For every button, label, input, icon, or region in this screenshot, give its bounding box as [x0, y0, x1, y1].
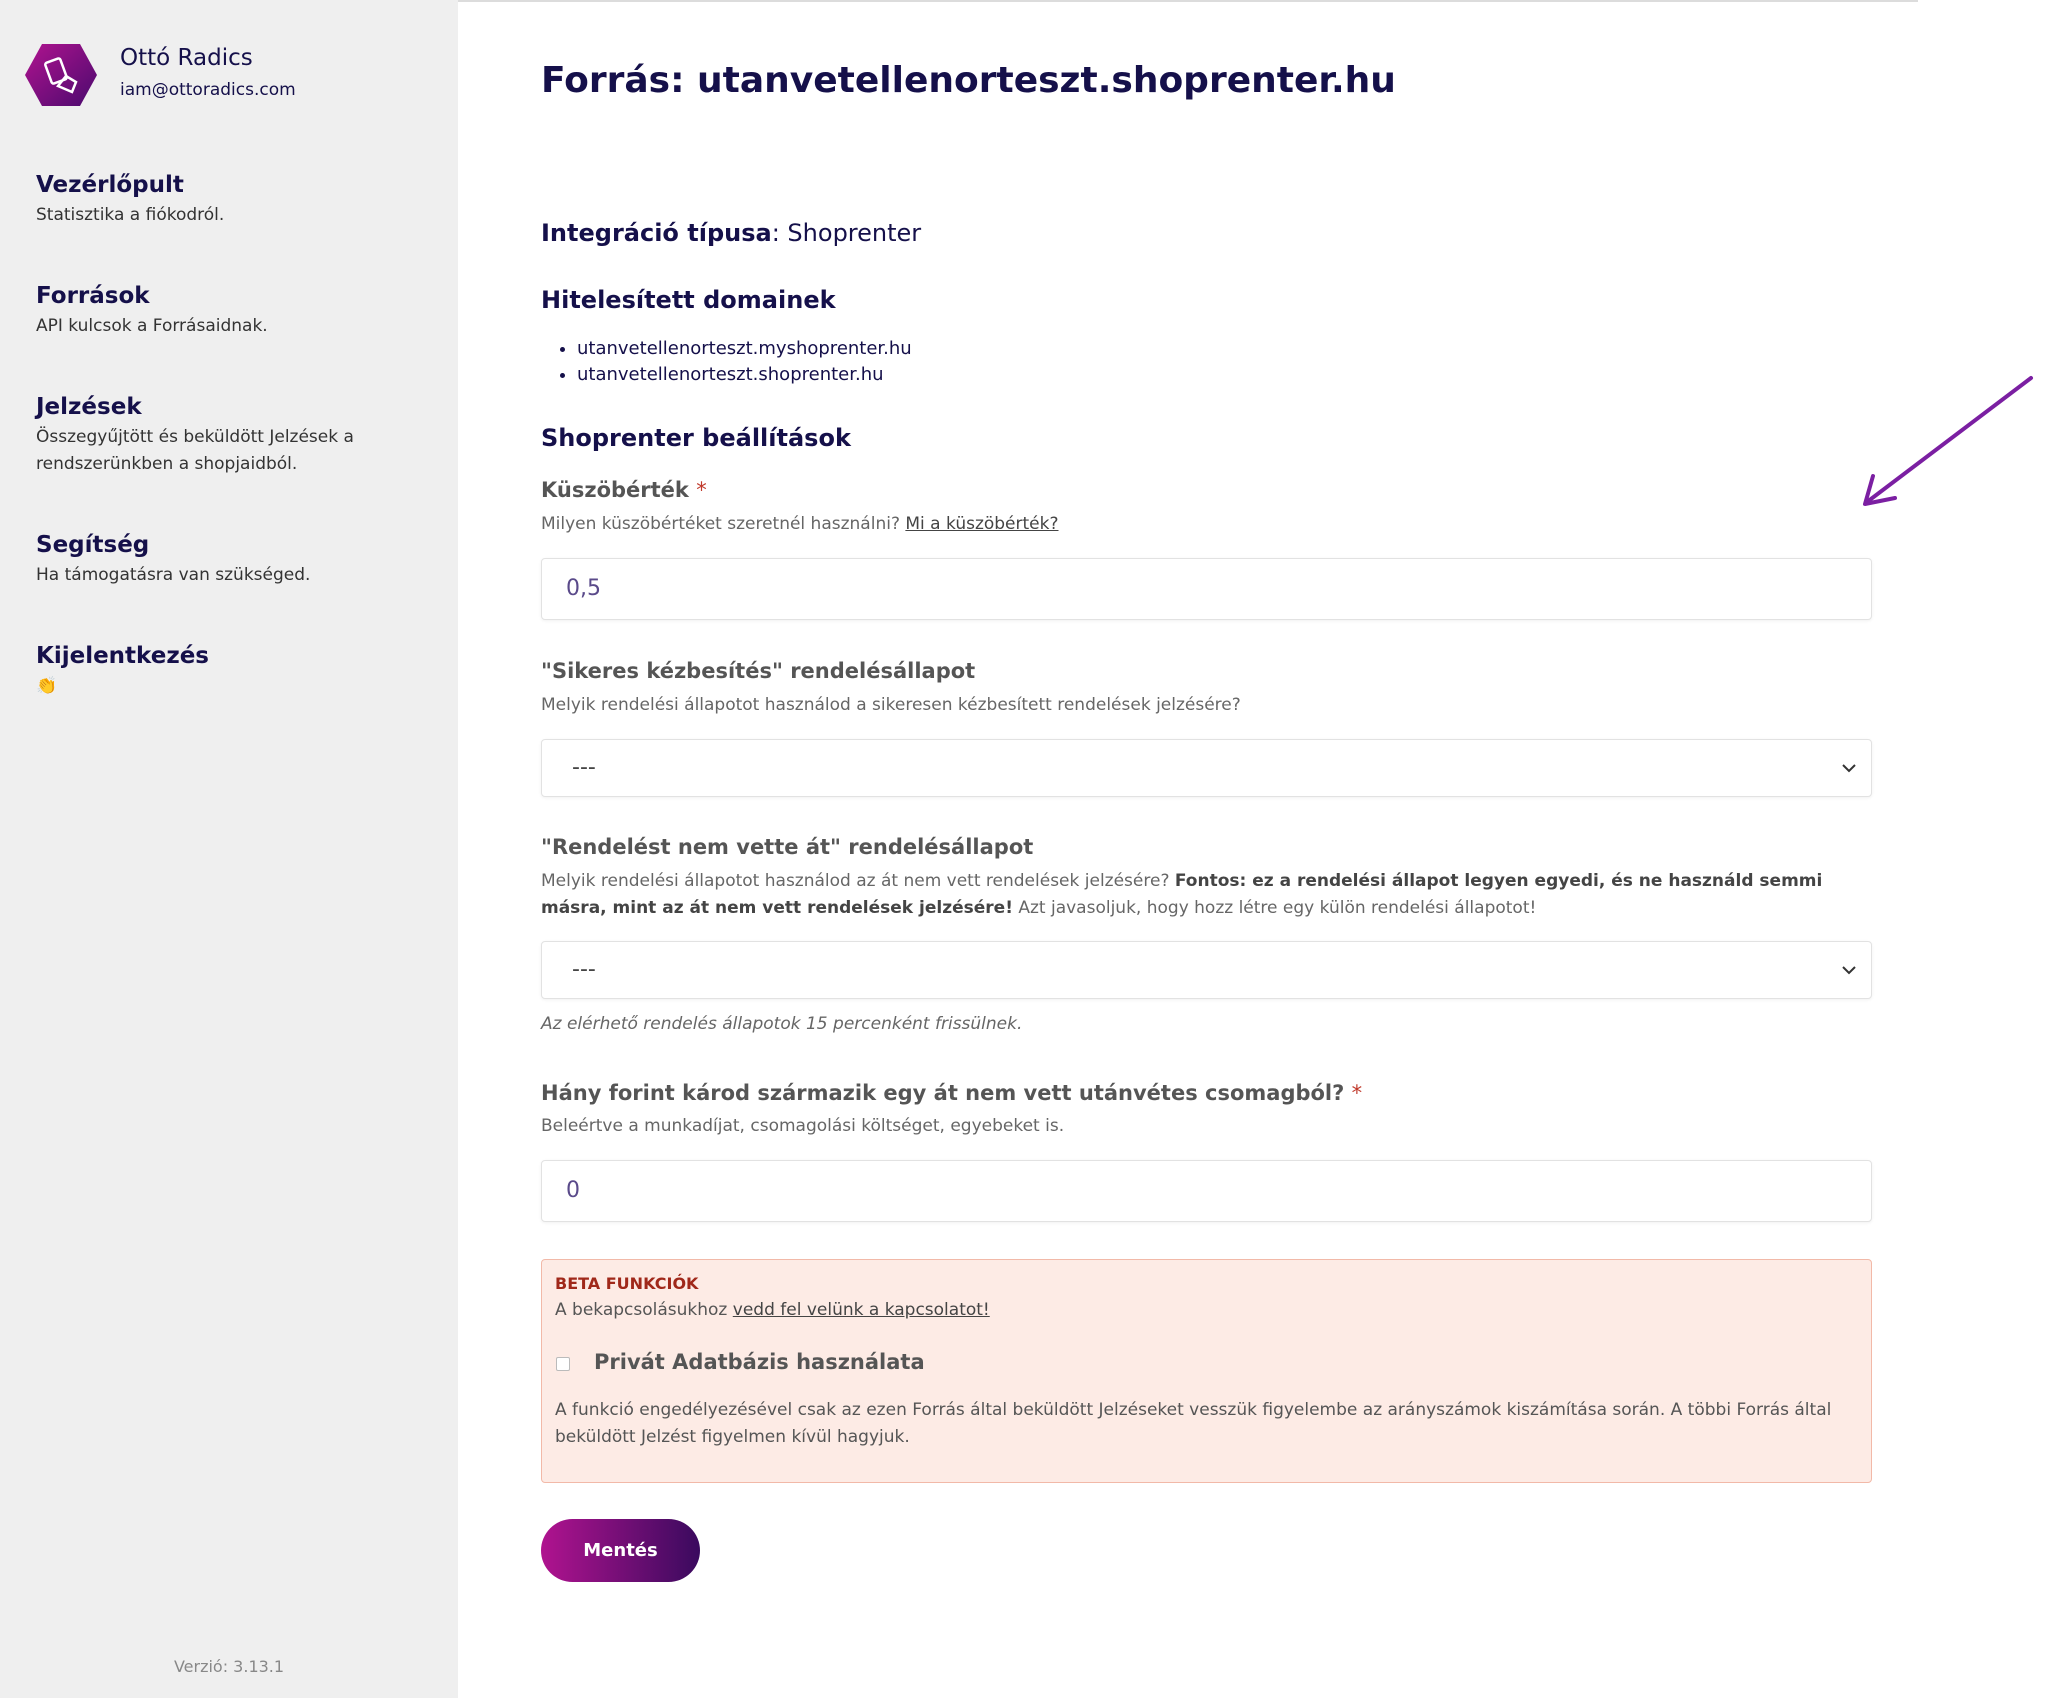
sidebar-item-dashboard[interactable] [36, 170, 436, 229]
cost-label [541, 1081, 1362, 1105]
clapping-hands-icon: 👏 [36, 676, 58, 696]
page-title: Forrás: utanvetellenorteszt.shoprenter.hu [541, 60, 1396, 101]
delivered-status-select[interactable] [541, 739, 1872, 797]
help-important: Fontos: ez a rendelési állapot legyen egyedi, és ne használd semmi másra, mint az át nem vett rendelések jelzésére! [541, 871, 1823, 918]
not-received-status-select[interactable] [541, 941, 1872, 999]
user-email: iam@ottoradics.com [120, 80, 296, 100]
sidebar-item-signals[interactable] [36, 392, 376, 478]
threshold-help [541, 511, 1872, 538]
nav-title: Jelzések [36, 394, 142, 420]
beta-features-panel [541, 1259, 1872, 1483]
integration-value: : Shoprenter [771, 219, 922, 247]
sidebar [0, 0, 458, 1698]
threshold-help-text: Milyen küszöbértéket szeretnél használni? [541, 514, 900, 534]
private-db-label[interactable]: Privát Adatbázis használata [594, 1350, 925, 1374]
not-received-status-help [541, 868, 1871, 922]
delivered-status-value: --- [572, 755, 596, 780]
top-divider [458, 0, 1918, 2]
nav-desc: API kulcsok a Forrásaidnak. [36, 316, 268, 336]
version-label: Verzió: 3.13.1 [173, 1657, 285, 1676]
chevron-down-icon [1841, 760, 1857, 776]
delivered-status-label: "Sikeres kézbesítés" rendelésállapot [541, 659, 976, 683]
domains-list [541, 336, 912, 388]
sidebar-item-logout[interactable] [36, 641, 436, 700]
domain-item: • utanvetellenorteszt.shoprenter.hu [577, 362, 912, 388]
integration-label: Integráció típusa [541, 219, 772, 247]
domain-item: • utanvetellenorteszt.myshoprenter.hu [577, 336, 912, 362]
nav-title: Kijelentkezés [36, 643, 209, 669]
nav-desc: Statisztika a fiókodról. [36, 205, 225, 225]
beta-subtitle [555, 1300, 990, 1320]
threshold-label [541, 478, 707, 502]
cost-help: Beleértve a munkadíjat, csomagolási költséget, egyebeket is. [541, 1116, 1065, 1136]
delivered-status-help: Melyik rendelési állapotot használod a sikeresen kézbesített rendelések jelzésére? [541, 695, 1241, 715]
required-marker: * [1351, 1081, 1363, 1105]
private-db-checkbox[interactable] [556, 1357, 570, 1371]
settings-heading: Shoprenter beállítások [541, 424, 851, 452]
beta-sub-text: A bekapcsolásukhoz [555, 1300, 728, 1320]
nav-desc: Összegyűjtött és beküldött Jelzések a rendszerünkben a shopjaidból. [36, 427, 354, 474]
nav-title: Források [36, 283, 150, 309]
cost-label-text: Hány forint károd származik egy át nem vett utánvétes csomagból? [541, 1081, 1345, 1105]
beta-title: BETA FUNKCIÓK [555, 1274, 699, 1293]
integration-type [541, 219, 921, 247]
not-received-status-value: --- [572, 957, 596, 982]
threshold-input[interactable]: 0,5 [541, 558, 1872, 620]
beta-description: A funkció engedélyezésével csak az ezen Forrás által beküldött Jelzéseket vesszük figyelembe az arányszámok kiszámítása során. A többi Forrás által beküldött Jelzést figyelmen kívül hagyjuk. [555, 1400, 1832, 1447]
contact-link[interactable]: vedd fel velünk a kapcsolatot! [732, 1300, 990, 1320]
save-button[interactable]: Mentés [541, 1519, 700, 1582]
help-text: Melyik rendelési állapotot használod az át nem vett rendelések jelzésére? [541, 871, 1170, 891]
nav-title: Vezérlőpult [36, 172, 184, 198]
required-marker: * [696, 478, 707, 502]
threshold-help-link[interactable]: Mi a küszöbérték? [905, 514, 1059, 534]
threshold-label-text: Küszöbérték [541, 478, 689, 502]
sidebar-item-help[interactable] [36, 530, 436, 589]
arrow-annotation-icon [1855, 372, 2035, 512]
domains-heading: Hitelesített domainek [541, 286, 836, 314]
user-name: Ottó Radics [120, 45, 253, 71]
hexagon-logo-icon [24, 42, 98, 108]
nav-title: Segítség [36, 532, 150, 558]
status-refresh-note: Az elérhető rendelés állapotok 15 percenként frissülnek. [541, 1014, 1023, 1034]
sidebar-item-sources[interactable] [36, 281, 436, 340]
cost-input[interactable]: 0 [541, 1160, 1872, 1222]
nav-desc: Ha támogatásra van szükséged. [36, 565, 311, 585]
help-text: Azt javasoljuk, hogy hozz létre egy külön rendelési állapotot! [1018, 898, 1537, 918]
chevron-down-icon [1841, 962, 1857, 978]
not-received-status-label: "Rendelést nem vette át" rendelésállapot [541, 835, 1034, 859]
